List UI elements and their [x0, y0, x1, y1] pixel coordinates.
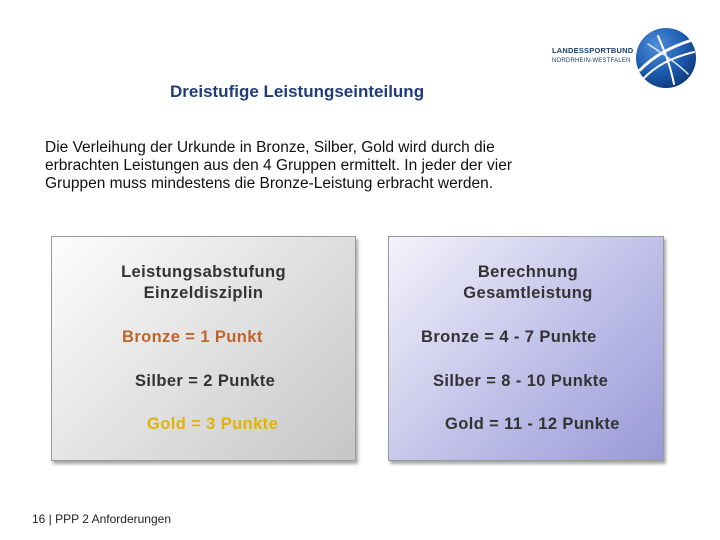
gesamtleistung-heading [391, 262, 665, 304]
bronze-points-label: Bronze = 1 Punkt [122, 328, 263, 346]
silber-total-label: Silber = 8 - 10 Punkte [433, 372, 609, 390]
logo-line1: LANDESSPORTBUND [552, 46, 634, 55]
heading-line: Leistungsabstufung [121, 263, 286, 281]
heading-line: Einzeldisziplin [143, 284, 264, 302]
intro-paragraph [45, 139, 635, 193]
heading-line: Gesamtleistung [463, 284, 593, 302]
globe-swoosh-icon [634, 26, 698, 90]
intro-line: erbrachten Leistungen aus den 4 Gruppen ermittelt. In jeder der vier [45, 157, 512, 174]
einzeldisziplin-panel [51, 236, 356, 461]
logo-wordmark [552, 47, 633, 64]
gold-total-label: Gold = 11 - 12 Punkte [445, 415, 620, 433]
einzeldisziplin-heading [52, 262, 355, 304]
landessportbund-logo [548, 24, 698, 94]
gesamtleistung-panel [388, 236, 664, 461]
intro-line: Die Verleihung der Urkunde in Bronze, Silber, Gold wird durch die [45, 139, 495, 156]
bronze-total-label: Bronze = 4 - 7 Punkte [421, 328, 597, 346]
gold-points-label: Gold = 3 Punkte [147, 415, 279, 433]
silber-points-label: Silber = 2 Punkte [135, 372, 276, 390]
slide-footer: 16 | PPP 2 Anforderungen [32, 512, 172, 526]
heading-line: Berechnung [477, 263, 579, 281]
logo-line2: NORDRHEIN-WESTFALEN [552, 57, 631, 64]
slide-title: Dreistufige Leistungseinteilung [170, 82, 425, 101]
intro-line: Gruppen muss mindestens die Bronze-Leistung erbracht werden. [45, 175, 494, 192]
